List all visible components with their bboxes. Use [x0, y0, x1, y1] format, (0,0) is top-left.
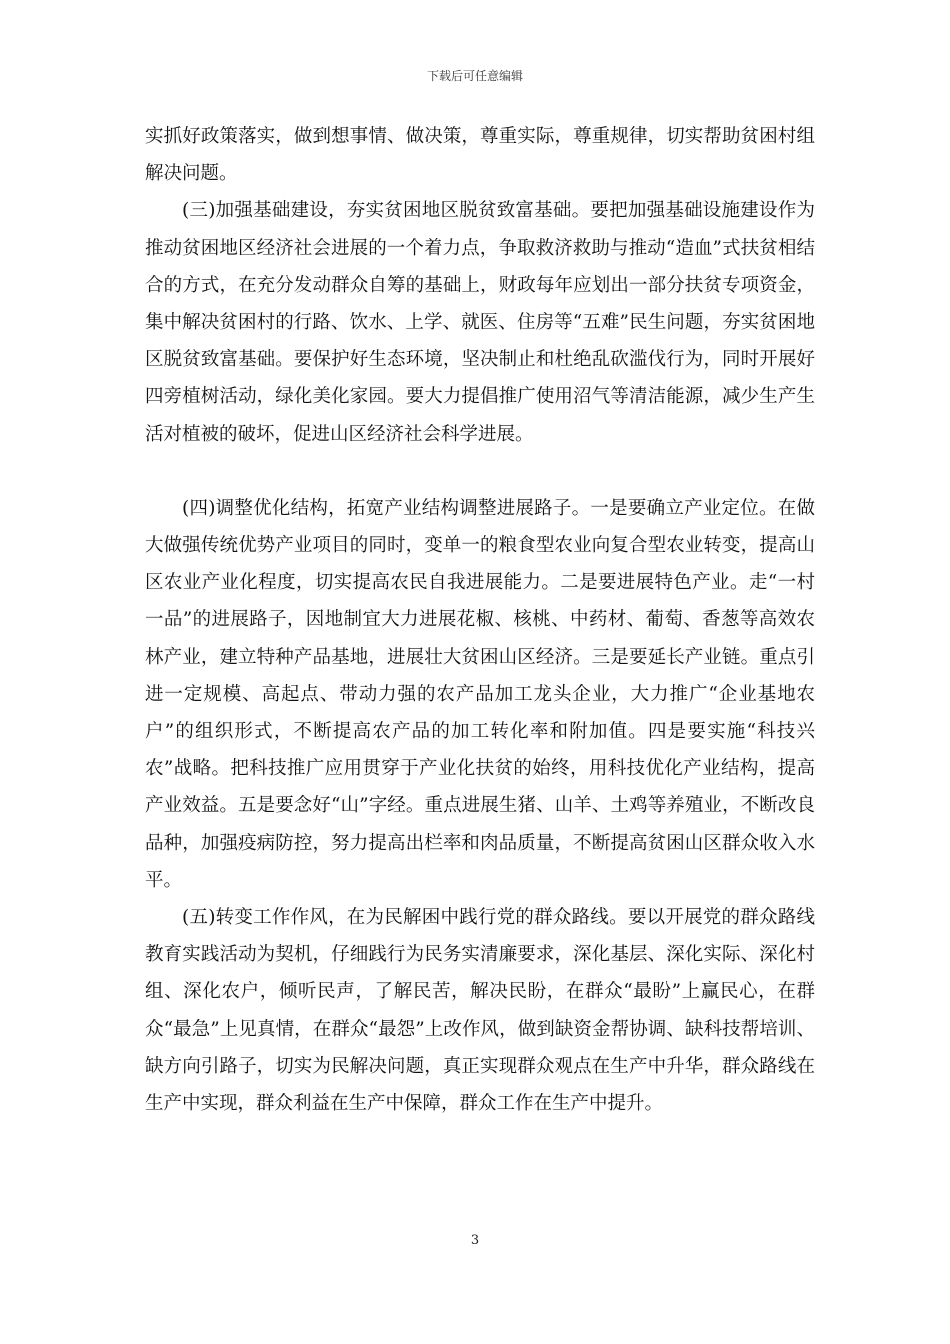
paragraph-section-5: (五)转变工作作风，在为民解困中践行党的群众路线。要以开展党的群众路线教育实践活动为契机，仔细践行为民务实清廉要求，深化基层、深化实际、深化村组、深化农户，倾听民声，了解民苦，解决民盼，在群众“最盼”上赢民心，在群众“最急”上见真情，在群众“最怨”上改作风，做到缺资金帮协调、缺科技帮培训、缺方向引路子，切实为民解决问题，真正实现群众观点在生产中升华，群众路线在生产中实现，群众利益在生产中保障，群众工作在生产中提升。	[145, 907, 815, 1115]
paragraph-gap	[145, 453, 815, 490]
paragraph-section-4: (四)调整优化结构，拓宽产业结构调整进展路子。一是要确立产业定位。在做大做强传统优势产业项目的同时，变单一的粮食型农业向复合型农业转变，提高山区农业产业化程度，切实提高农民自我进展能力。二是要进展特色产业。走“一村一品”的进展路子，因地制宜大力进展花椒、核桃、中药材、葡萄、香葱等高效农林产业，建立特种产品基地，进展壮大贫困山区经济。三是要延长产业链。重点引进一定规模、高起点、带动力强的农产品加工龙头企业，大力推广“企业基地农户”的组织形式，不断提高农产品的加工转化率和附加值。四是要实施“科技兴农”战略。把科技推广应用贯穿于产业化扶贫的始终，用科技优化产业结构，提高产业效益。五是要念好“山”字经。重点进展生猪、山羊、土鸡等养殖业，不断改良品种，加强疫病防控，努力提高出栏率和肉品质量，不断提高贫困山区群众收入水平。	[145, 497, 815, 891]
document-body	[145, 118, 815, 1122]
paragraph-section-3: (三)加强基础建设，夯实贫困地区脱贫致富基础。要把加强基础设施建设作为推动贫困地区经济社会进展的一个着力点，争取救济救助与推动“造血”式扶贫相结合的方式，在充分发动群众自筹的基础上，财政每年应划出一部分扶贫专项资金，集中解决贫困村的行路、饮水、上学、就医、住房等“五难”民生问题，夯实贫困地区脱贫致富基础。要保护好生态环境，坚决制止和杜绝乱砍滥伐行为，同时开展好四旁植树活动，绿化美化家园。要大力提倡推广使用沼气等清洁能源，减少生产生活对植被的破坏，促进山区经济社会科学进展。	[145, 200, 815, 445]
page-number: 3	[470, 1233, 480, 1248]
page-header: 下载后可任意编辑	[426, 69, 523, 83]
paragraph-continuation: 实抓好政策落实，做到想事情、做决策，尊重实际，尊重规律，切实帮助贫困村组解决问题。	[145, 126, 815, 185]
